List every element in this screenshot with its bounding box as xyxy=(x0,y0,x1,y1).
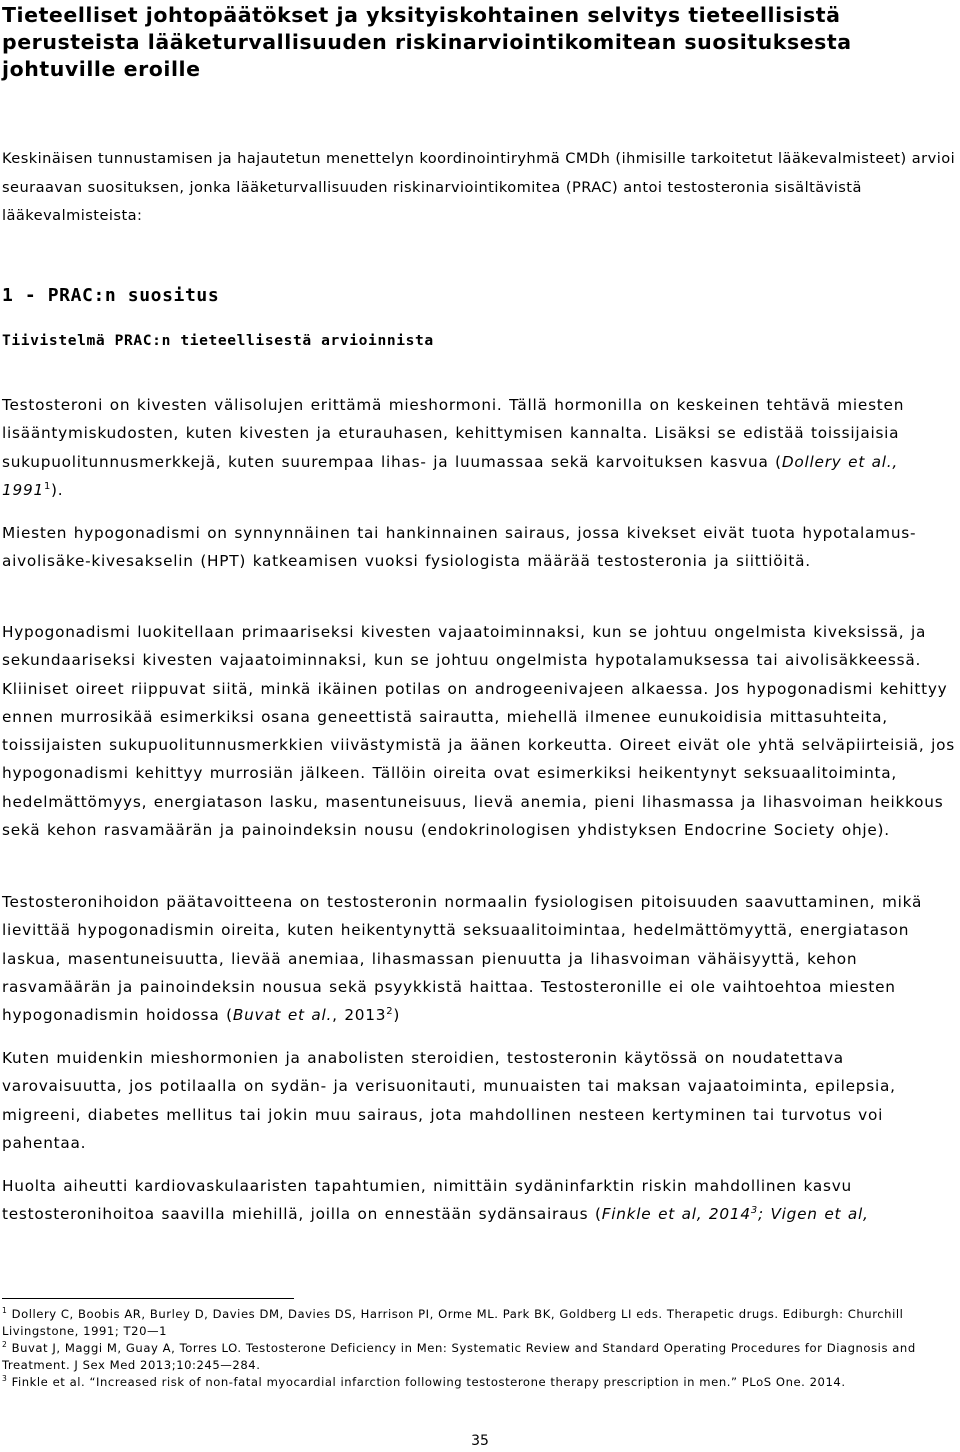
section-heading: 1 - PRAC:n suositus xyxy=(2,285,220,306)
footnote-text: Dollery C, Boobis AR, Burley D, Davies DM, Davies DS, Harrison PI, Orme ML. Park BK, Goldberg LI eds. Therapetic drugs. Ediburgh: Churchill Livingstone, 1991; T20—1 xyxy=(2,1307,904,1338)
footnote-ref: 2 xyxy=(386,1006,394,1018)
document-title: Tieteelliset johtopäätökset ja yksityiskohtainen selvitys tieteellisistä perusteista lääketurvallisuuden riskinarviointikomitean suosituksesta johtuville eroille xyxy=(2,3,852,81)
footnote-number: 1 xyxy=(2,1306,8,1316)
intro-paragraph: Keskinäisen tunnustamisen ja hajautetun menettelyn koordinointiryhmä CMDh (ihmisille tarkoitetut lääkevalmisteet) arvioi seuraavan suosituksen, jonka lääketurvallisuuden riskinarviointikomitea (PRAC) antoi testosteronia sisältävistä lääkevalmisteista: xyxy=(2,150,956,224)
footnote xyxy=(2,1340,958,1374)
paragraph-text: Testosteroni on kivesten välisolujen erittämä mieshormoni. Tällä hormonilla on keskeinen tehtävä miesten lisääntymiskudosten, kuten kivesten ja eturauhasen, kehittymisen kannalta. Lisäksi se edistää toissijaisia sukupuolitunnusmerkkejä, kuten suurempaa lihas- ja luumassaa sekä karvoituksen kasvua ( xyxy=(2,396,905,471)
paragraph-caution: Kuten muidenkin mieshormonien ja anabolisten steroidien, testosteronin käytössä on noudatettava varovaisuutta, jos potilaalla on sydän- ja verisuonitauti, munuaisten tai maksan vajaatoiminta, epilepsia, migreeni, diabetes mellitus tai jokin muu sairaus, jota mahdollinen nesteen kertyminen tai turvotus voi pahentaa. xyxy=(2,1049,896,1152)
citation: ; Vigen et al, xyxy=(757,1205,869,1224)
footnote-text: Buvat J, Maggi M, Guay A, Torres LO. Testosterone Deficiency in Men: Systematic Review and Standard Operating Procedures for Diagnosis and Treatment. J Sex Med 2013;10:245—284. xyxy=(2,1341,916,1372)
paragraph-treatment-goal xyxy=(2,888,958,1029)
paragraph-text: Huolta aiheutti kardiovaskulaaristen tapahtumien, nimittäin sydäninfarktin riskin mahdollinen kasvu testosteronihoitoa saavilla miehillä, joilla on ennestään sydänsairaus ( xyxy=(2,1177,852,1224)
subsection-heading: Tiivistelmä PRAC:n tieteellisestä arvioinnista xyxy=(2,332,434,349)
paragraph-testosterone xyxy=(2,391,958,504)
footnote-number: 3 xyxy=(2,1374,8,1384)
footnote-ref: 1 xyxy=(43,480,52,492)
citation-year: , 2013 xyxy=(332,1006,387,1025)
footnote-number: 2 xyxy=(2,1340,8,1350)
paragraph-cardiovascular xyxy=(2,1172,958,1229)
paragraph-text: Testosteronihoidon päätavoitteena on testosteronin normaalin fysiologisen pitoisuuden saavuttaminen, mikä lievittää hypogonadismin oireita, kuten heikentynyttä seksuaalitoimintaa, hedelmättömyyttä, energiatason laskua, masentuneisuutta, lievää anemiaa, lihasmassan pienuutta ja lihasvoiman vähäisyyttä, kehon rasvamäärän ja painoindeksin nousua sekä psyykkistä haittaa. Testosteronille ei ole vaihtoehtoa miesten hypogonadismin hoidossa ( xyxy=(2,893,923,1025)
paragraph-end: ) xyxy=(393,1006,401,1025)
footnote-ref: 3 xyxy=(750,1205,758,1217)
paragraph-hypogonadism: Miesten hypogonadismi on synnynnäinen tai hankinnainen sairaus, jossa kivekset eivät tuota hypotalamus-aivolisäke-kivesakselin (HPT) katkeamisen vuoksi fysiologista määrää testosteronia ja siittiöitä. xyxy=(2,524,917,571)
footnote-text: Finkle et al. “Increased risk of non-fatal myocardial infarction following testosterone therapy prescription in men.” PLoS One. 2014. xyxy=(11,1375,846,1389)
footnote-separator xyxy=(2,1298,294,1299)
paragraph-end: ). xyxy=(51,480,64,499)
citation: Dollery et al., 1991 xyxy=(2,452,899,499)
paragraph-classification: Hypogonadismi luokitellaan primaariseksi kivesten vajaatoiminnaksi, kun se johtuu ongelmista kiveksissä, ja sekundaariseksi kivesten vajaatoiminnaksi, kun se johtuu ongelmista hypotalamuksessa tai aivolisäkkeessä. Kliiniset oireet riippuvat siitä, minkä ikäinen potilas on androgeenivajeen alkaessa. Jos hypogonadismi kehittyy ennen murrosikää esimerkiksi osana geneettistä sairautta, miehellä ilmenee eunukoidisia mittasuhteita, toissijaisten sukupuolitunnusmerkkien viivästymistä ja äänen korkeutta. Oireet eivät ole yhtä selväpiirteisiä, jos hypogonadismi kehittyy murrosiän jälkeen. Tällöin oireita ovat esimerkiksi heikentynyt seksuaalitoiminta, hedelmättömyys, energiatason lasku, masentuneisuus, lievä anemia, pieni lihasmassa ja lihasvoiman heikkous sekä kehon rasvamäärän ja painoindeksin nousu (endokrinologisen yhdistyksen Endocrine Society ohje). xyxy=(2,623,955,840)
citation: Buvat et al. xyxy=(232,1006,333,1025)
citation: Finkle et al, 2014 xyxy=(601,1205,751,1224)
footnote xyxy=(2,1374,958,1391)
page-number: 35 xyxy=(471,1433,489,1449)
footnote xyxy=(2,1306,958,1340)
